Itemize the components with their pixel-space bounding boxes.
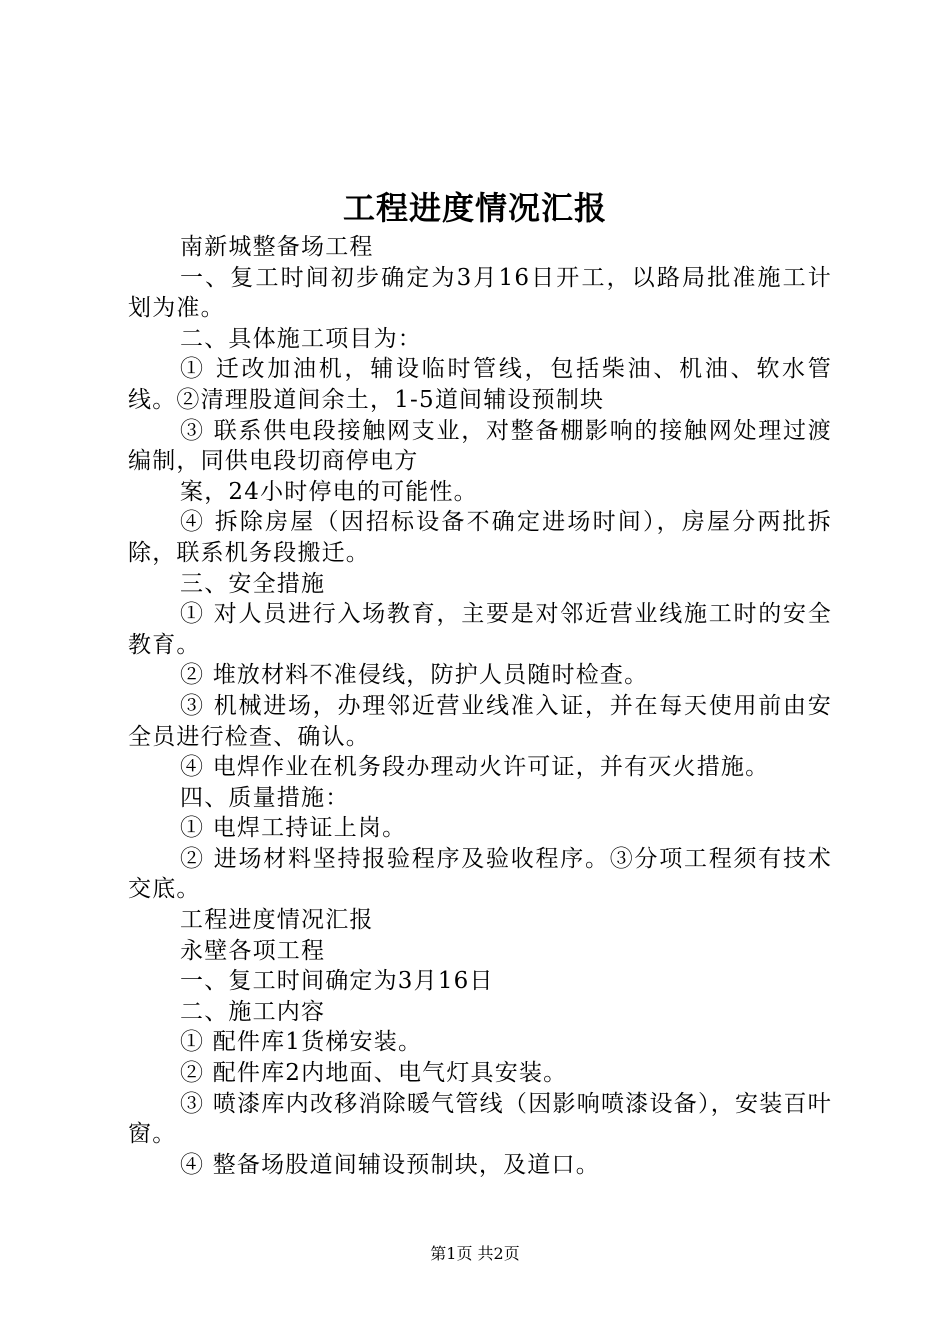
paragraph: ① 电焊工持证上岗。: [180, 815, 407, 842]
paragraph: 二、具体施工项目为：: [180, 325, 422, 352]
paragraph: ① 迁改加油机，辅设临时管线，包括柴油、机油、软水管线。②清理股道间余土，1-5道间辅设预制块: [128, 356, 832, 413]
paragraph: ③ 机械进场，办理邻近营业线准入证，并在每天使用前由安全员进行检查、确认。: [128, 692, 832, 750]
page-footer: 第1页 共2页: [430, 1244, 520, 1263]
paragraph: ③ 喷漆库内改移消除暖气管线（因影响喷漆设备），安装百叶窗。: [128, 1090, 832, 1148]
paragraph: 三、安全措施: [180, 570, 326, 597]
paragraph: ④ 整备场股道间辅设预制块，及道口。: [180, 1151, 600, 1178]
paragraph: 二、施工内容: [180, 998, 326, 1025]
paragraph: 案，24小时停电的可能性。: [180, 478, 478, 505]
paragraph: 南新城整备场工程: [180, 234, 374, 260]
paragraph: ① 配件库1货梯安装。: [180, 1029, 423, 1056]
paragraph: 永壁各项工程: [180, 937, 326, 964]
paragraph: 工程进度情况汇报: [180, 907, 374, 934]
paragraph: ② 进场材料坚持报验程序及验收程序。③分项工程须有技术交底。: [128, 845, 832, 903]
paragraph: ④ 拆除房屋（因招标设备不确定进场时间），房屋分两批拆除，联系机务段搬迁。: [128, 509, 832, 566]
document-title: 工程进度情况汇报: [342, 189, 607, 227]
paragraph: ② 堆放材料不准侵线，防护人员随时检查。: [180, 662, 649, 689]
paragraph: ③ 联系供电段接触网支业，对整备棚影响的接触网处理过渡编制，同供电段切商停电方: [128, 417, 832, 475]
paragraph: ② 配件库2内地面、电气灯具安装。: [180, 1060, 568, 1087]
paragraph: ④ 电焊作业在机务段办理动火许可证，并有灭火措施。: [180, 754, 770, 781]
paragraph: 一、复工时间确定为3月16日: [180, 968, 494, 995]
document-body: [128, 232, 832, 1180]
paragraph: ① 对人员进行入场教育，主要是对邻近营业线施工时的安全教育。: [128, 601, 832, 658]
paragraph: 四、质量措施：: [180, 784, 350, 811]
paragraph: 一、复工时间初步确定为3月16日开工，以路局批准施工计划为准。: [128, 264, 832, 322]
